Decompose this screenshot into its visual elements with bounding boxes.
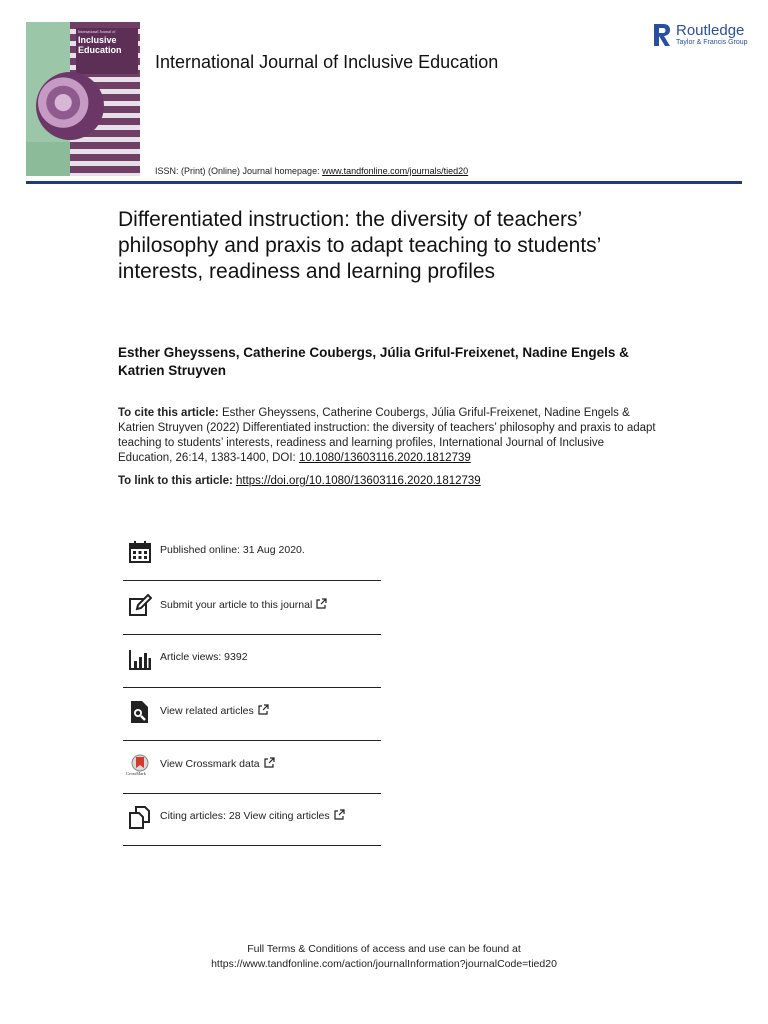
cover-title-line1: Inclusive bbox=[78, 35, 117, 45]
link-label: To link to this article: bbox=[118, 475, 236, 487]
article-views: Article views: 9392 bbox=[160, 651, 248, 663]
citation-block bbox=[118, 406, 658, 466]
divider bbox=[123, 580, 381, 581]
link-block bbox=[118, 475, 678, 487]
cover-face-illustration bbox=[36, 72, 104, 140]
terms-text: Full Terms & Conditions of access and use can be found at bbox=[247, 943, 521, 955]
external-link-icon bbox=[258, 704, 269, 715]
submit-article-link[interactable] bbox=[160, 598, 327, 611]
external-link-icon bbox=[316, 598, 327, 609]
meta-row-related[interactable] bbox=[123, 688, 381, 741]
terms-url[interactable]: https://www.tandfonline.com/action/journalInformation?journalCode=tied20 bbox=[211, 958, 557, 970]
related-articles-link[interactable] bbox=[160, 704, 269, 717]
submit-article-label: Submit your article to this journal bbox=[160, 599, 313, 611]
meta-row-citing[interactable] bbox=[123, 793, 381, 846]
journal-homepage-link[interactable]: www.tandfonline.com/journals/tied20 bbox=[322, 166, 469, 176]
meta-row-views bbox=[123, 635, 381, 688]
edit-icon bbox=[128, 594, 152, 618]
calendar-icon bbox=[128, 540, 152, 564]
journal-title: International Journal of Inclusive Education bbox=[155, 52, 499, 72]
cover-green-strip bbox=[26, 142, 70, 176]
cover-title-line2: Education bbox=[78, 45, 122, 55]
crossmark-badge-label: CrossMark bbox=[126, 771, 146, 776]
meta-row-submit[interactable] bbox=[123, 582, 381, 635]
citing-documents-icon bbox=[128, 805, 152, 829]
article-title: Differentiated instruction: the diversity of teachers’ philosophy and praxis to adapt teaching to students’ interests, readiness and learning profiles bbox=[118, 208, 601, 283]
divider bbox=[123, 845, 381, 846]
citation-text: Esther Gheyssens, Catherine Coubergs, Júlia Griful-Freixenet, Nadine Engels & Katrien Struyven (2022) Differentiated instruction: the diversity of teachers’ philosophy and praxis to adapt teaching to students’ interests, readiness and learning profiles, International Journal of Inclusive Education, 26:14, 1383-1400, DOI: bbox=[118, 407, 656, 464]
document-search-icon bbox=[128, 700, 152, 724]
journal-cover-image bbox=[26, 22, 140, 176]
article-authors: Esther Gheyssens, Catherine Coubergs, Júlia Griful-Freixenet, Nadine Engels & Katrien Struyven bbox=[118, 345, 629, 378]
header-rule bbox=[26, 181, 742, 184]
cover-series-label: International Journal of bbox=[78, 29, 116, 34]
published-date: Published online: 31 Aug 2020. bbox=[160, 544, 305, 556]
cover-title bbox=[78, 35, 138, 55]
article-doi-link[interactable]: https://doi.org/10.1080/13603116.2020.1812739 bbox=[236, 475, 481, 487]
citation-label: To cite this article: bbox=[118, 407, 219, 419]
meta-row-published bbox=[123, 528, 381, 581]
bar-chart-icon bbox=[128, 647, 152, 671]
issn-line bbox=[155, 166, 468, 176]
external-link-icon bbox=[334, 809, 345, 820]
related-articles-label: View related articles bbox=[160, 705, 254, 717]
citing-articles-link[interactable] bbox=[160, 809, 345, 822]
publisher-tagline: Taylor & Francis Group bbox=[676, 39, 748, 46]
crossmark-link[interactable] bbox=[160, 757, 275, 770]
terms-footer bbox=[0, 942, 768, 972]
crossmark-label: View Crossmark data bbox=[160, 758, 260, 770]
routledge-logo-icon bbox=[652, 22, 672, 48]
external-link-icon bbox=[264, 757, 275, 768]
citation-doi-link[interactable]: 10.1080/13603116.2020.1812739 bbox=[298, 452, 471, 464]
publisher-name: Routledge bbox=[676, 22, 745, 39]
meta-row-crossmark[interactable] bbox=[123, 741, 381, 794]
citing-articles-label: Citing articles: 28 View citing articles bbox=[160, 810, 330, 822]
issn-text: ISSN: (Print) (Online) Journal homepage: bbox=[155, 166, 323, 176]
